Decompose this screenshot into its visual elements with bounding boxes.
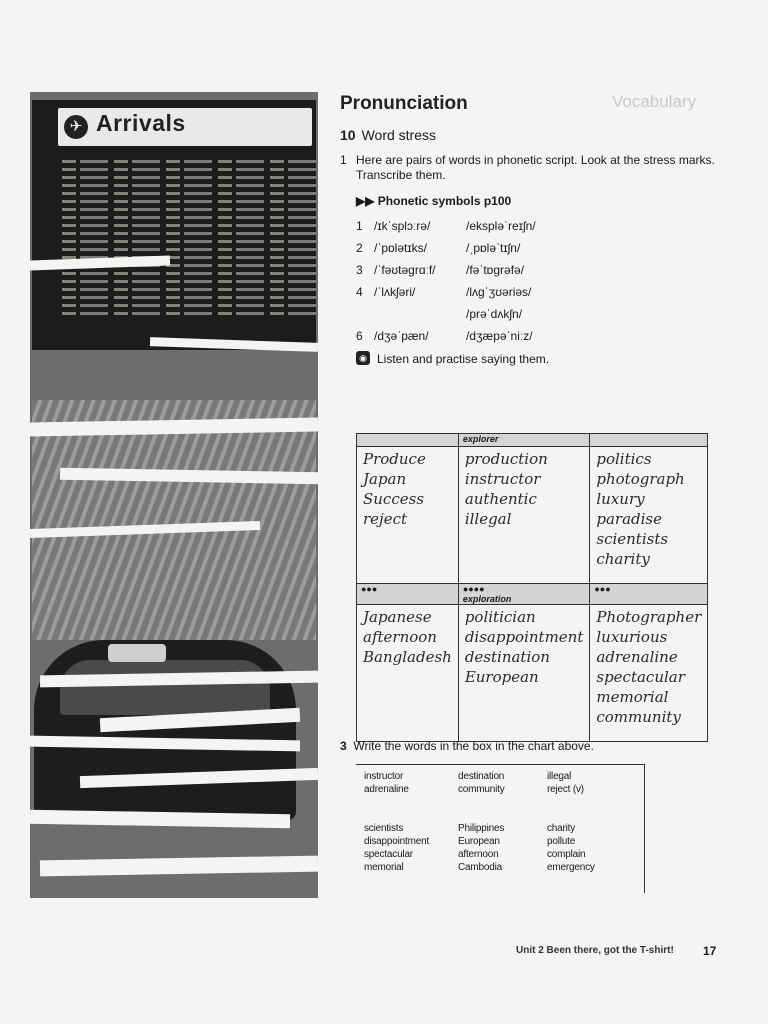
phonetic-symbols-link[interactable]: ▶▶ Phonetic symbols p100 bbox=[356, 194, 512, 208]
phonetic-row: 2 /ˈpɒlətɪks/ /ˌpɒləˈtɪʃn/ bbox=[356, 241, 521, 255]
chart-header bbox=[357, 434, 459, 447]
chart-header: explorer bbox=[458, 434, 590, 447]
chart-header: ●●● bbox=[590, 584, 708, 605]
phonetic-link-label: Phonetic symbols p100 bbox=[377, 194, 512, 208]
taxi-sign bbox=[108, 644, 166, 662]
phonetic-row: 6 /dʒəˈpæn/ /dʒæpəˈniːz/ bbox=[356, 329, 533, 343]
unit-footer: Unit 2 Been there, got the T-shirt! bbox=[516, 945, 674, 956]
page-title: Pronunciation bbox=[340, 93, 468, 114]
chart-cell[interactable]: Japanese afternoon Bangladesh bbox=[357, 605, 459, 742]
chart-header: ●●● bbox=[357, 584, 459, 605]
paper-tear bbox=[30, 898, 318, 934]
airplane-icon: ✈ bbox=[64, 115, 88, 139]
instruction-1-line2: Transcribe them. bbox=[356, 168, 446, 182]
stress-chart bbox=[356, 433, 706, 726]
section-number: 10 bbox=[340, 127, 356, 143]
chart-header bbox=[590, 434, 708, 447]
chart-cell[interactable]: Photographer luxurious adrenaline spectacular memorial community bbox=[590, 605, 708, 742]
audio-icon[interactable]: ◉ bbox=[356, 351, 370, 365]
arrivals-label: Arrivals bbox=[96, 110, 186, 136]
section-title: Word stress bbox=[361, 127, 437, 143]
taxi-window bbox=[60, 660, 270, 715]
chart-cell[interactable]: politician disappointment destination European bbox=[458, 605, 590, 742]
listen-instruction: Listen and practise saying them. bbox=[377, 352, 550, 366]
page-number: 17 bbox=[703, 944, 717, 958]
flight-list bbox=[62, 160, 316, 338]
chart-header: ●●●● exploration bbox=[458, 584, 590, 605]
word-column: instructor adrenaline scientists disappointment spectacular memorial bbox=[364, 771, 430, 873]
section-heading bbox=[340, 127, 436, 143]
word-column: destination community Philippines European afternoon Cambodia bbox=[458, 771, 505, 873]
chart-cell[interactable]: production instructor authentic illegal bbox=[458, 447, 590, 584]
ghost-heading: Vocabulary bbox=[612, 92, 697, 111]
chart-cell[interactable]: Produce Japan Success reject bbox=[357, 447, 459, 584]
phonetic-row: 1 /ɪkˈsplɔːrə/ /ekspləˈreɪʃn/ bbox=[356, 219, 536, 233]
phonetic-row: 4 /ˈlʌkʃəri/ /lʌɡˈʒʊəriəs/ bbox=[356, 285, 532, 299]
instruction-3: 3 Write the words in the box in the chart above. bbox=[340, 739, 594, 753]
instruction-1-number: 1 bbox=[340, 153, 347, 167]
word-column: illegal reject (v) charity pollute complain emergency bbox=[547, 771, 595, 873]
terminal-image bbox=[32, 400, 316, 640]
phonetic-row: /prəˈdʌkʃn/ bbox=[466, 307, 523, 321]
instruction-1-line1: Here are pairs of words in phonetic script. Look at the stress marks. bbox=[356, 153, 715, 167]
phonetic-row: 3 /ˈfəʊtəɡrɑːf/ /fəˈtɒɡrəfə/ bbox=[356, 263, 525, 277]
chart-cell[interactable]: politics photograph luxury paradise scientists charity bbox=[590, 447, 708, 584]
